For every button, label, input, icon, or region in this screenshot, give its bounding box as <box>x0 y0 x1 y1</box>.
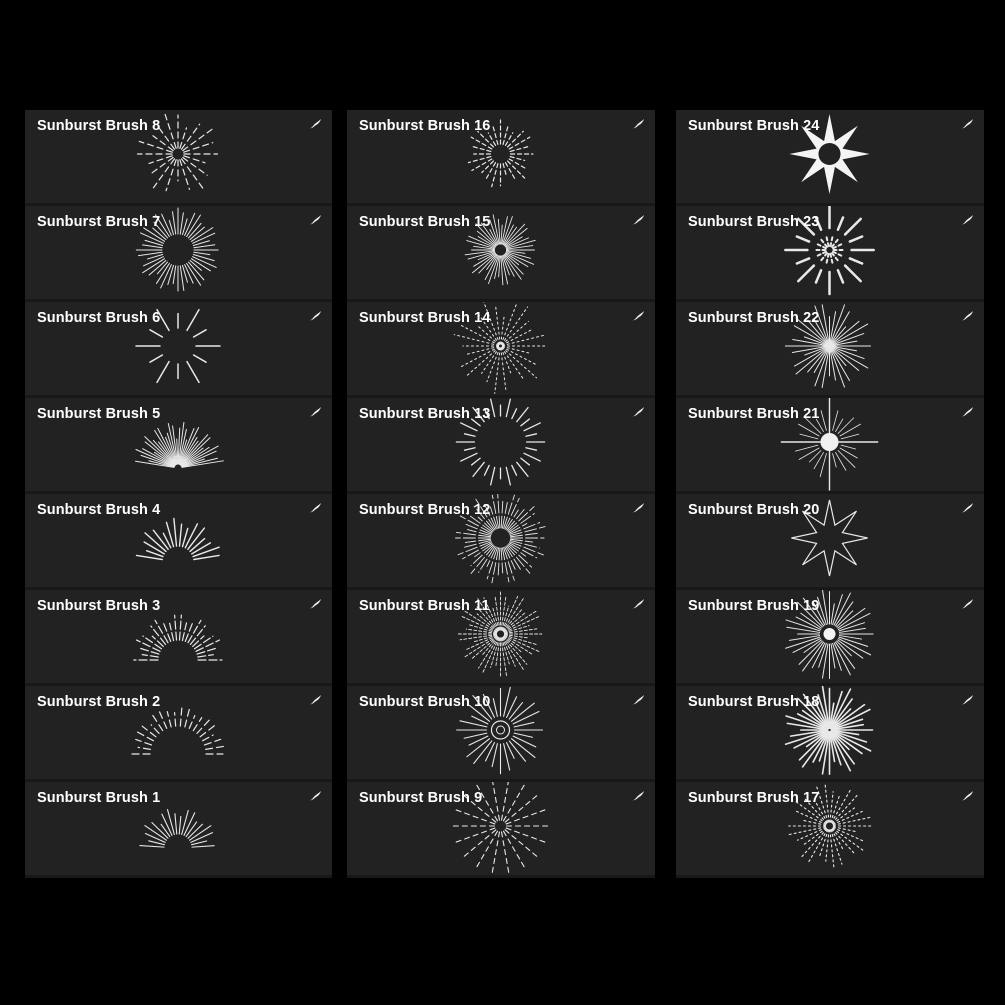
brush-name: Sunburst Brush 15 <box>359 214 491 230</box>
brush-name: Sunburst Brush 21 <box>688 406 820 422</box>
brush-icon <box>960 694 974 706</box>
brush-item[interactable] <box>347 110 655 206</box>
brush-name: Sunburst Brush 17 <box>688 790 820 806</box>
brush-name: Sunburst Brush 6 <box>37 310 161 326</box>
brush-item[interactable] <box>676 302 984 398</box>
brush-item[interactable] <box>347 686 655 782</box>
brush-icon <box>308 502 322 514</box>
brush-icon <box>960 598 974 610</box>
brush-item[interactable] <box>347 494 655 590</box>
brush-name: Sunburst Brush 3 <box>37 598 161 614</box>
brush-item[interactable] <box>347 590 655 686</box>
brush-item[interactable] <box>347 206 655 302</box>
brush-icon <box>308 214 322 226</box>
brush-name: Sunburst Brush 9 <box>359 790 483 806</box>
brush-name: Sunburst Brush 18 <box>688 694 820 710</box>
brush-icon <box>631 118 645 130</box>
brush-item[interactable] <box>25 494 332 590</box>
brush-item[interactable] <box>347 302 655 398</box>
brush-item[interactable] <box>676 686 984 782</box>
brush-item[interactable] <box>25 590 332 686</box>
brush-item[interactable] <box>25 782 332 878</box>
brush-icon <box>960 406 974 418</box>
brush-icon <box>631 214 645 226</box>
brush-item[interactable] <box>25 110 332 206</box>
brush-name: Sunburst Brush 2 <box>37 694 161 710</box>
brush-item[interactable] <box>676 110 984 206</box>
brush-item[interactable] <box>25 398 332 494</box>
brush-icon <box>960 118 974 130</box>
brush-icon <box>308 406 322 418</box>
brush-item[interactable] <box>25 206 332 302</box>
brush-name: Sunburst Brush 23 <box>688 214 820 230</box>
brush-name: Sunburst Brush 5 <box>37 406 161 422</box>
brush-icon <box>960 790 974 802</box>
brush-icon <box>308 598 322 610</box>
brush-name: Sunburst Brush 1 <box>37 790 161 806</box>
brush-name: Sunburst Brush 19 <box>688 598 820 614</box>
brush-item[interactable] <box>676 398 984 494</box>
brush-name: Sunburst Brush 14 <box>359 310 491 326</box>
brush-name: Sunburst Brush 7 <box>37 214 161 230</box>
brush-name: Sunburst Brush 22 <box>688 310 820 326</box>
brush-name: Sunburst Brush 12 <box>359 502 491 518</box>
brush-item[interactable] <box>347 398 655 494</box>
brush-name: Sunburst Brush 16 <box>359 118 491 134</box>
brush-icon <box>631 406 645 418</box>
brush-icon <box>631 502 645 514</box>
brush-item[interactable] <box>676 782 984 878</box>
brush-icon <box>631 310 645 322</box>
brush-icon <box>308 310 322 322</box>
brush-column-3 <box>676 110 984 878</box>
brush-name: Sunburst Brush 24 <box>688 118 820 134</box>
brush-item[interactable] <box>25 302 332 398</box>
brush-name: Sunburst Brush 8 <box>37 118 161 134</box>
brush-icon <box>308 694 322 706</box>
brush-icon <box>631 790 645 802</box>
brush-icon <box>308 118 322 130</box>
brush-item[interactable] <box>676 206 984 302</box>
brush-name: Sunburst Brush 20 <box>688 502 820 518</box>
brush-item[interactable] <box>25 686 332 782</box>
brush-icon <box>308 790 322 802</box>
brush-name: Sunburst Brush 11 <box>359 598 490 614</box>
brush-column-1 <box>25 110 332 878</box>
brush-item[interactable] <box>347 782 655 878</box>
brush-column-2 <box>347 110 655 878</box>
brush-name: Sunburst Brush 13 <box>359 406 491 422</box>
brush-name: Sunburst Brush 10 <box>359 694 491 710</box>
brush-name: Sunburst Brush 4 <box>37 502 161 518</box>
brush-icon <box>631 598 645 610</box>
brush-icon <box>631 694 645 706</box>
brush-icon <box>960 214 974 226</box>
brush-icon <box>960 502 974 514</box>
brush-icon <box>960 310 974 322</box>
brush-item[interactable] <box>676 590 984 686</box>
brush-item[interactable] <box>676 494 984 590</box>
